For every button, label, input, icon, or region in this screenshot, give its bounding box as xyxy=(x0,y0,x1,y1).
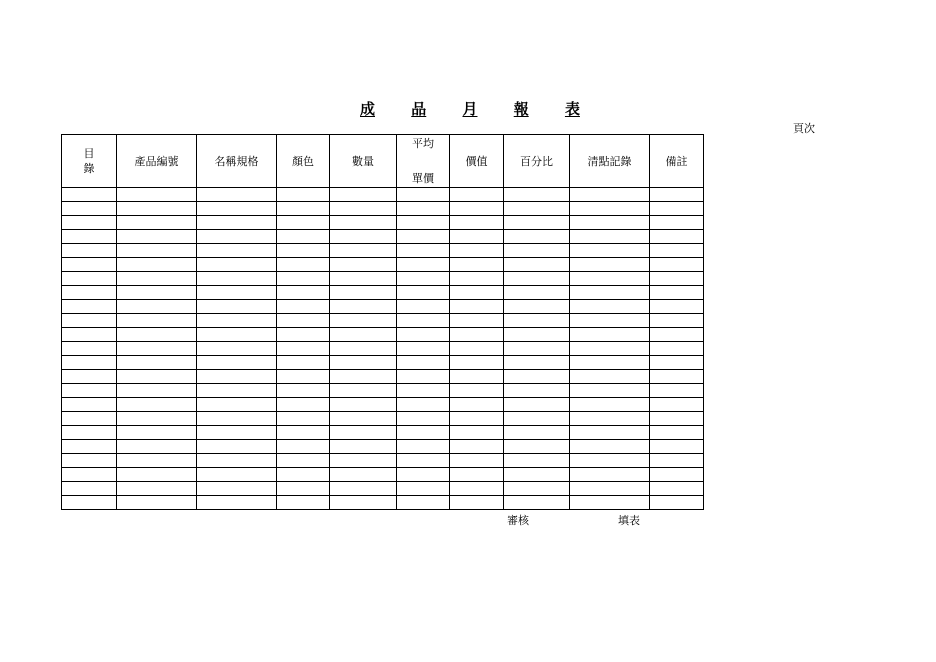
table-cell[interactable] xyxy=(277,272,330,286)
table-cell[interactable] xyxy=(117,230,197,244)
table-cell[interactable] xyxy=(570,468,650,482)
table-cell[interactable] xyxy=(570,426,650,440)
table-cell[interactable] xyxy=(504,314,570,328)
table-cell[interactable] xyxy=(330,454,397,468)
table-cell[interactable] xyxy=(450,454,504,468)
table-cell[interactable] xyxy=(62,272,117,286)
header-inventory-record xyxy=(570,135,650,188)
table-cell[interactable] xyxy=(117,454,197,468)
header-text: 名稱規格 xyxy=(214,154,259,168)
table-cell[interactable] xyxy=(450,216,504,230)
table-cell[interactable] xyxy=(330,328,397,342)
table-cell[interactable] xyxy=(277,258,330,272)
table-cell[interactable] xyxy=(330,426,397,440)
table-cell[interactable] xyxy=(504,370,570,384)
table-cell[interactable] xyxy=(570,412,650,426)
table-cell[interactable] xyxy=(397,286,450,300)
table-cell[interactable] xyxy=(650,482,704,496)
header-text: 百分比 xyxy=(520,154,553,168)
table-cell[interactable] xyxy=(650,412,704,426)
table-cell[interactable] xyxy=(397,328,450,342)
table-cell[interactable] xyxy=(117,398,197,412)
table-cell[interactable] xyxy=(117,202,197,216)
table-cell[interactable] xyxy=(197,258,277,272)
header-name-spec xyxy=(197,135,277,188)
table-cell[interactable] xyxy=(504,426,570,440)
table-cell[interactable] xyxy=(330,244,397,258)
table-cell[interactable] xyxy=(397,412,450,426)
table-cell[interactable] xyxy=(62,370,117,384)
table-cell[interactable] xyxy=(277,496,330,510)
table-cell[interactable] xyxy=(650,258,704,272)
table-cell[interactable] xyxy=(330,314,397,328)
table-cell[interactable] xyxy=(197,272,277,286)
table-row xyxy=(62,342,704,356)
table-cell[interactable] xyxy=(504,272,570,286)
table-row xyxy=(62,398,704,412)
header-text: 清點記錄 xyxy=(587,154,632,168)
table-cell[interactable] xyxy=(450,272,504,286)
table-cell[interactable] xyxy=(450,230,504,244)
table-cell[interactable] xyxy=(450,314,504,328)
title-char: 報 xyxy=(513,99,529,118)
table-cell[interactable] xyxy=(117,342,197,356)
table-cell[interactable] xyxy=(197,216,277,230)
report-title xyxy=(360,98,580,118)
table-cell[interactable] xyxy=(197,286,277,300)
report-table-body xyxy=(62,188,704,510)
table-cell[interactable] xyxy=(397,272,450,286)
table-cell[interactable] xyxy=(330,342,397,356)
table-cell[interactable] xyxy=(197,370,277,384)
table-cell[interactable] xyxy=(650,426,704,440)
table-row xyxy=(62,244,704,258)
table-cell[interactable] xyxy=(650,440,704,454)
table-cell[interactable] xyxy=(650,216,704,230)
header-text: 目 xyxy=(83,147,95,160)
table-cell[interactable] xyxy=(650,230,704,244)
table-cell[interactable] xyxy=(450,286,504,300)
table-cell[interactable] xyxy=(197,412,277,426)
table-cell[interactable] xyxy=(397,342,450,356)
table-cell[interactable] xyxy=(62,314,117,328)
table-cell[interactable] xyxy=(504,216,570,230)
table-cell[interactable] xyxy=(330,384,397,398)
table-cell[interactable] xyxy=(397,202,450,216)
table-cell[interactable] xyxy=(397,496,450,510)
table-row xyxy=(62,314,704,328)
table-cell[interactable] xyxy=(397,384,450,398)
table-cell[interactable] xyxy=(117,328,197,342)
header-text: 產品編號 xyxy=(134,154,179,168)
table-cell[interactable] xyxy=(62,384,117,398)
table-cell[interactable] xyxy=(277,202,330,216)
table-row xyxy=(62,496,704,510)
table-cell[interactable] xyxy=(570,384,650,398)
table-cell[interactable] xyxy=(62,202,117,216)
table-row xyxy=(62,468,704,482)
table-cell[interactable] xyxy=(397,440,450,454)
table-cell[interactable] xyxy=(277,426,330,440)
header-quantity xyxy=(330,135,397,188)
header-catalog xyxy=(62,135,117,188)
table-cell[interactable] xyxy=(504,328,570,342)
table-cell[interactable] xyxy=(397,398,450,412)
table-cell[interactable] xyxy=(117,440,197,454)
table-row xyxy=(62,272,704,286)
table-cell[interactable] xyxy=(330,230,397,244)
header-text: 價值 xyxy=(465,154,488,168)
table-cell[interactable] xyxy=(117,412,197,426)
table-row xyxy=(62,426,704,440)
table-cell[interactable] xyxy=(197,384,277,398)
table-cell[interactable] xyxy=(397,356,450,370)
table-cell[interactable] xyxy=(570,202,650,216)
table-cell[interactable] xyxy=(650,370,704,384)
table-cell[interactable] xyxy=(117,272,197,286)
table-cell[interactable] xyxy=(62,412,117,426)
table-row xyxy=(62,258,704,272)
table-cell[interactable] xyxy=(570,216,650,230)
table-row xyxy=(62,384,704,398)
table-cell[interactable] xyxy=(397,468,450,482)
table-cell[interactable] xyxy=(277,454,330,468)
table-cell[interactable] xyxy=(397,258,450,272)
table-cell[interactable] xyxy=(62,426,117,440)
table-cell[interactable] xyxy=(570,314,650,328)
table-cell[interactable] xyxy=(450,440,504,454)
table-row xyxy=(62,300,704,314)
table-cell[interactable] xyxy=(62,258,117,272)
table-cell[interactable] xyxy=(450,426,504,440)
table-cell[interactable] xyxy=(62,454,117,468)
title-char: 成 xyxy=(360,99,376,118)
table-cell[interactable] xyxy=(277,356,330,370)
table-row xyxy=(62,188,704,202)
table-cell[interactable] xyxy=(197,440,277,454)
table-cell[interactable] xyxy=(277,370,330,384)
report-table xyxy=(61,134,704,510)
table-cell[interactable] xyxy=(277,300,330,314)
table-cell[interactable] xyxy=(117,496,197,510)
table-cell[interactable] xyxy=(330,272,397,286)
table-cell[interactable] xyxy=(62,468,117,482)
table-cell[interactable] xyxy=(397,482,450,496)
table-cell[interactable] xyxy=(277,482,330,496)
table-cell[interactable] xyxy=(450,398,504,412)
table-cell[interactable] xyxy=(397,230,450,244)
table-cell[interactable] xyxy=(397,426,450,440)
table-cell[interactable] xyxy=(197,202,277,216)
header-row xyxy=(62,135,704,188)
table-cell[interactable] xyxy=(570,496,650,510)
table-cell[interactable] xyxy=(650,300,704,314)
table-cell[interactable] xyxy=(62,398,117,412)
table-cell[interactable] xyxy=(570,370,650,384)
table-cell[interactable] xyxy=(277,314,330,328)
table-cell[interactable] xyxy=(117,188,197,202)
header-percentage xyxy=(504,135,570,188)
table-cell[interactable] xyxy=(570,244,650,258)
table-cell[interactable] xyxy=(117,356,197,370)
table-cell[interactable] xyxy=(504,356,570,370)
table-cell[interactable] xyxy=(650,496,704,510)
table-cell[interactable] xyxy=(570,328,650,342)
table-cell[interactable] xyxy=(330,188,397,202)
table-cell[interactable] xyxy=(504,188,570,202)
table-cell[interactable] xyxy=(197,496,277,510)
table-cell[interactable] xyxy=(570,454,650,468)
table-cell[interactable] xyxy=(650,342,704,356)
title-char: 品 xyxy=(411,99,427,118)
table-cell[interactable] xyxy=(504,468,570,482)
table-cell[interactable] xyxy=(117,300,197,314)
table-cell[interactable] xyxy=(197,314,277,328)
table-cell[interactable] xyxy=(450,412,504,426)
table-cell[interactable] xyxy=(197,230,277,244)
header-text: 備註 xyxy=(665,154,688,168)
table-row xyxy=(62,356,704,370)
table-cell[interactable] xyxy=(62,482,117,496)
table-cell[interactable] xyxy=(117,384,197,398)
table-cell[interactable] xyxy=(330,216,397,230)
table-row xyxy=(62,412,704,426)
table-cell[interactable] xyxy=(62,230,117,244)
table-cell[interactable] xyxy=(450,370,504,384)
review-label: 審核 xyxy=(507,514,529,527)
table-cell[interactable] xyxy=(62,286,117,300)
table-cell[interactable] xyxy=(397,300,450,314)
table-cell[interactable] xyxy=(397,216,450,230)
table-cell[interactable] xyxy=(197,244,277,258)
table-cell[interactable] xyxy=(62,188,117,202)
table-cell[interactable] xyxy=(330,258,397,272)
table-cell[interactable] xyxy=(504,342,570,356)
table-cell[interactable] xyxy=(504,440,570,454)
table-cell[interactable] xyxy=(277,440,330,454)
table-cell[interactable] xyxy=(504,496,570,510)
header-text: 顏色 xyxy=(292,154,314,168)
table-cell[interactable] xyxy=(570,342,650,356)
table-cell[interactable] xyxy=(197,454,277,468)
header-text: 數量 xyxy=(352,154,374,168)
table-cell[interactable] xyxy=(117,482,197,496)
table-row xyxy=(62,202,704,216)
title-char: 表 xyxy=(564,99,580,118)
table-cell[interactable] xyxy=(450,188,504,202)
table-cell[interactable] xyxy=(570,188,650,202)
table-cell[interactable] xyxy=(450,482,504,496)
table-cell[interactable] xyxy=(197,482,277,496)
table-cell[interactable] xyxy=(277,342,330,356)
table-cell[interactable] xyxy=(330,482,397,496)
table-cell[interactable] xyxy=(504,384,570,398)
table-cell[interactable] xyxy=(197,398,277,412)
table-cell[interactable] xyxy=(197,188,277,202)
table-cell[interactable] xyxy=(504,286,570,300)
table-cell[interactable] xyxy=(277,328,330,342)
table-cell[interactable] xyxy=(277,384,330,398)
fill-label: 填表 xyxy=(618,514,640,527)
table-cell[interactable] xyxy=(117,244,197,258)
table-cell[interactable] xyxy=(330,440,397,454)
table-cell[interactable] xyxy=(650,188,704,202)
table-cell[interactable] xyxy=(504,202,570,216)
table-cell[interactable] xyxy=(450,202,504,216)
table-cell[interactable] xyxy=(277,398,330,412)
table-cell[interactable] xyxy=(277,412,330,426)
table-cell[interactable] xyxy=(117,314,197,328)
table-cell[interactable] xyxy=(330,300,397,314)
table-row xyxy=(62,482,704,496)
table-cell[interactable] xyxy=(117,426,197,440)
table-cell[interactable] xyxy=(450,328,504,342)
table-cell[interactable] xyxy=(197,300,277,314)
table-cell[interactable] xyxy=(570,398,650,412)
table-cell[interactable] xyxy=(650,398,704,412)
table-cell[interactable] xyxy=(397,370,450,384)
table-cell[interactable] xyxy=(197,328,277,342)
table-cell[interactable] xyxy=(570,230,650,244)
table-cell[interactable] xyxy=(330,202,397,216)
table-cell[interactable] xyxy=(330,286,397,300)
table-row xyxy=(62,286,704,300)
table-cell[interactable] xyxy=(650,272,704,286)
table-row xyxy=(62,370,704,384)
page-number-label: 頁次 xyxy=(793,122,815,135)
table-cell[interactable] xyxy=(62,328,117,342)
header-color xyxy=(277,135,330,188)
table-cell[interactable] xyxy=(330,370,397,384)
table-cell[interactable] xyxy=(117,286,197,300)
table-cell[interactable] xyxy=(570,482,650,496)
table-cell[interactable] xyxy=(62,496,117,510)
table-cell[interactable] xyxy=(450,496,504,510)
table-cell[interactable] xyxy=(650,468,704,482)
table-cell[interactable] xyxy=(397,454,450,468)
table-cell[interactable] xyxy=(504,244,570,258)
table-cell[interactable] xyxy=(62,300,117,314)
table-cell[interactable] xyxy=(117,370,197,384)
table-cell[interactable] xyxy=(62,440,117,454)
table-cell[interactable] xyxy=(504,482,570,496)
table-cell[interactable] xyxy=(650,244,704,258)
header-text: 錄 xyxy=(83,162,95,175)
table-cell[interactable] xyxy=(450,342,504,356)
table-cell[interactable] xyxy=(62,356,117,370)
table-cell[interactable] xyxy=(397,244,450,258)
table-cell[interactable] xyxy=(504,412,570,426)
table-cell[interactable] xyxy=(450,384,504,398)
title-char: 月 xyxy=(462,99,478,118)
table-cell[interactable] xyxy=(117,468,197,482)
table-cell[interactable] xyxy=(450,258,504,272)
table-cell[interactable] xyxy=(504,398,570,412)
table-cell[interactable] xyxy=(62,244,117,258)
table-cell[interactable] xyxy=(650,314,704,328)
table-row xyxy=(62,216,704,230)
table-row xyxy=(62,440,704,454)
table-cell[interactable] xyxy=(117,258,197,272)
table-cell[interactable] xyxy=(197,356,277,370)
table-cell[interactable] xyxy=(397,314,450,328)
table-cell[interactable] xyxy=(62,342,117,356)
table-cell[interactable] xyxy=(117,216,197,230)
table-cell[interactable] xyxy=(330,412,397,426)
table-cell[interactable] xyxy=(570,272,650,286)
table-cell[interactable] xyxy=(650,286,704,300)
table-cell[interactable] xyxy=(450,356,504,370)
table-cell[interactable] xyxy=(570,356,650,370)
table-cell[interactable] xyxy=(277,468,330,482)
header-text: 平均 xyxy=(412,137,434,150)
header-value xyxy=(450,135,504,188)
table-cell[interactable] xyxy=(650,384,704,398)
table-cell[interactable] xyxy=(197,426,277,440)
table-cell[interactable] xyxy=(450,300,504,314)
table-cell[interactable] xyxy=(650,356,704,370)
table-row xyxy=(62,230,704,244)
table-cell[interactable] xyxy=(450,468,504,482)
table-cell[interactable] xyxy=(504,454,570,468)
table-cell[interactable] xyxy=(62,216,117,230)
table-cell[interactable] xyxy=(277,188,330,202)
table-cell[interactable] xyxy=(330,356,397,370)
header-remarks xyxy=(650,135,704,188)
table-cell[interactable] xyxy=(570,258,650,272)
table-cell[interactable] xyxy=(570,440,650,454)
table-cell[interactable] xyxy=(650,202,704,216)
table-cell[interactable] xyxy=(650,454,704,468)
header-text: 單價 xyxy=(412,172,434,185)
table-cell[interactable] xyxy=(330,496,397,510)
table-cell[interactable] xyxy=(504,258,570,272)
table-cell[interactable] xyxy=(570,286,650,300)
table-cell[interactable] xyxy=(397,188,450,202)
header-product-number xyxy=(117,135,197,188)
table-cell[interactable] xyxy=(450,244,504,258)
table-row xyxy=(62,454,704,468)
table-cell[interactable] xyxy=(330,398,397,412)
table-cell[interactable] xyxy=(504,230,570,244)
table-cell[interactable] xyxy=(330,468,397,482)
table-cell[interactable] xyxy=(197,468,277,482)
table-row xyxy=(62,328,704,342)
table-cell[interactable] xyxy=(504,300,570,314)
table-cell[interactable] xyxy=(650,328,704,342)
table-cell[interactable] xyxy=(197,342,277,356)
header-avg-unit-price xyxy=(397,135,450,188)
table-cell[interactable] xyxy=(277,216,330,230)
table-cell[interactable] xyxy=(277,286,330,300)
table-cell[interactable] xyxy=(277,244,330,258)
table-cell[interactable] xyxy=(570,300,650,314)
table-cell[interactable] xyxy=(277,230,330,244)
